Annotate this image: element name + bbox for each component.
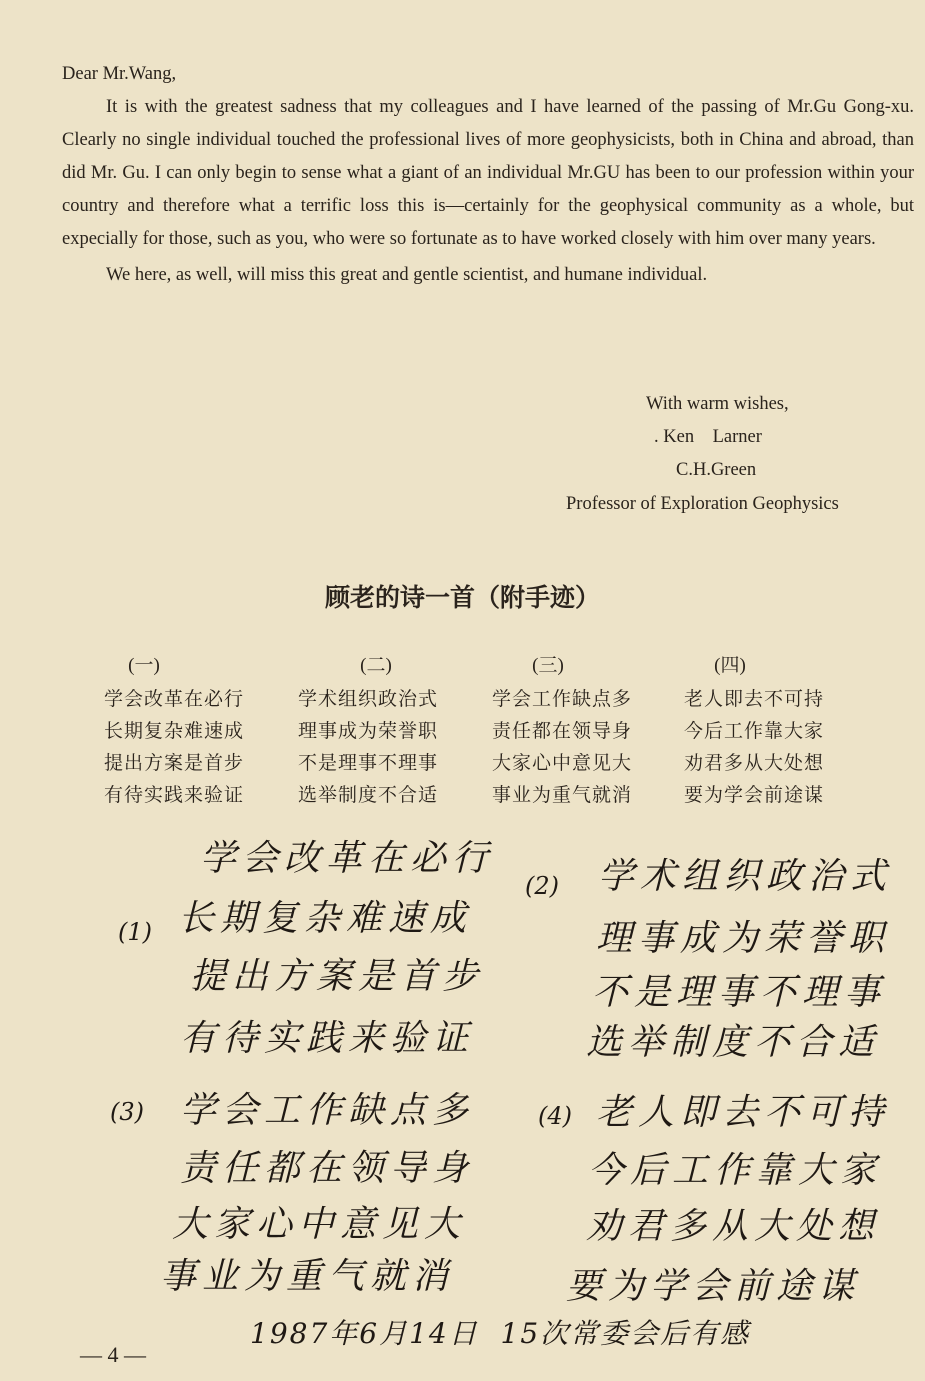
poem-line: 提出方案是首步 [104,753,245,774]
handwritten-line: 事业为重气就消 [160,1256,455,1297]
poem-line: 要为学会前途谋 [684,785,825,806]
stanza-number: (四) [714,655,746,676]
handwritten-line: 不是理事不理事 [592,972,887,1013]
handwritten-line: 学会改革在必行 [200,838,495,879]
handwritten-line: 学术组织政治式 [598,856,893,897]
poem-line: 学会工作缺点多 [492,689,633,710]
handwritten-line: 选举制度不合适 [586,1022,881,1063]
handwritten-line: 理事成为荣誉职 [596,918,891,959]
poem-line: 长期复杂难速成 [104,721,245,742]
poem-line: 理事成为荣誉职 [298,721,439,742]
letter-signer: C.H.Green [676,460,757,480]
handwritten-date: 1987年6月14日 15次常委会后有感 [250,1317,751,1350]
poem-title: 顾老的诗一首（附手迹） [324,583,600,612]
stanza-number: (一) [128,655,160,676]
handwritten-line: 有待实践来验证 [180,1018,475,1059]
poem-line: 学会改革在必行 [104,689,245,710]
poem-line: 不是理事不理事 [298,753,439,774]
poem-stanza [104,650,304,812]
poem-line: 今后工作靠大家 [684,721,825,742]
handwritten-line: 长期复杂难速成 [178,898,473,939]
handwritten-stanza-number: (3) [110,1098,144,1126]
handwritten-line: 老人即去不可持 [596,1092,891,1133]
page-number: — 4 — [80,1342,146,1367]
poem-line: 责任都在领导身 [492,721,633,742]
poem-stanza [684,650,884,812]
handwritten-stanza-number: (1) [118,918,152,946]
letter-signer-title: Professor of Exploration Geophysics [566,494,839,514]
handwritten-line: 提出方案是首步 [190,956,485,997]
poem-stanza [492,650,692,812]
poem-line: 有待实践来验证 [104,785,245,806]
letter-paragraph: We here, as well, will miss this great and gentle scientist, and humane individual. [106,265,708,285]
poem-line: 大家心中意见大 [492,753,633,774]
handwritten-line: 学会工作缺点多 [180,1090,475,1131]
handwritten-stanza-number: (2) [525,872,559,900]
letter-paragraph: It is with the greatest sadness that my colleagues and I have learned of the passing of Mr.Gu Gong-xu. Clearly no single individual touched the professional lives of more geophysicists, both in China and abroad, than did Mr. Gu. I can only begin to sense what a giant of an individual Mr.GU has been to our profession within your country and therefore what a terrific loss this is—certainly for the geophysical community as a whole, but expecially for those, such as you, who were so fortunate as to have worked closely with him over many years. [62,97,914,249]
handwritten-line: 今后工作靠大家 [588,1150,883,1191]
poem-line: 劝君多从大处想 [684,753,825,774]
poem-line: 选举制度不合适 [298,785,439,806]
handwritten-stanza-number: (4) [538,1102,572,1130]
letter-signer: . Ken Larner [654,427,762,447]
poem-line: 学术组织政治式 [298,689,439,710]
stanza-number: (二) [360,655,392,676]
letter-closing: With warm wishes, [646,394,789,414]
poem-stanza [298,650,498,812]
letter-body [62,58,914,292]
poem-line: 事业为重气就消 [492,785,633,806]
poem-line: 老人即去不可持 [684,689,825,710]
letter-greeting: Dear Mr.Wang, [62,64,177,84]
handwritten-line: 大家心中意见大 [172,1204,467,1245]
stanza-number: (三) [532,655,564,676]
handwritten-line: 要为学会前途谋 [566,1266,861,1307]
handwritten-line: 责任都在领导身 [180,1148,475,1189]
handwritten-line: 劝君多从大处想 [586,1206,881,1247]
